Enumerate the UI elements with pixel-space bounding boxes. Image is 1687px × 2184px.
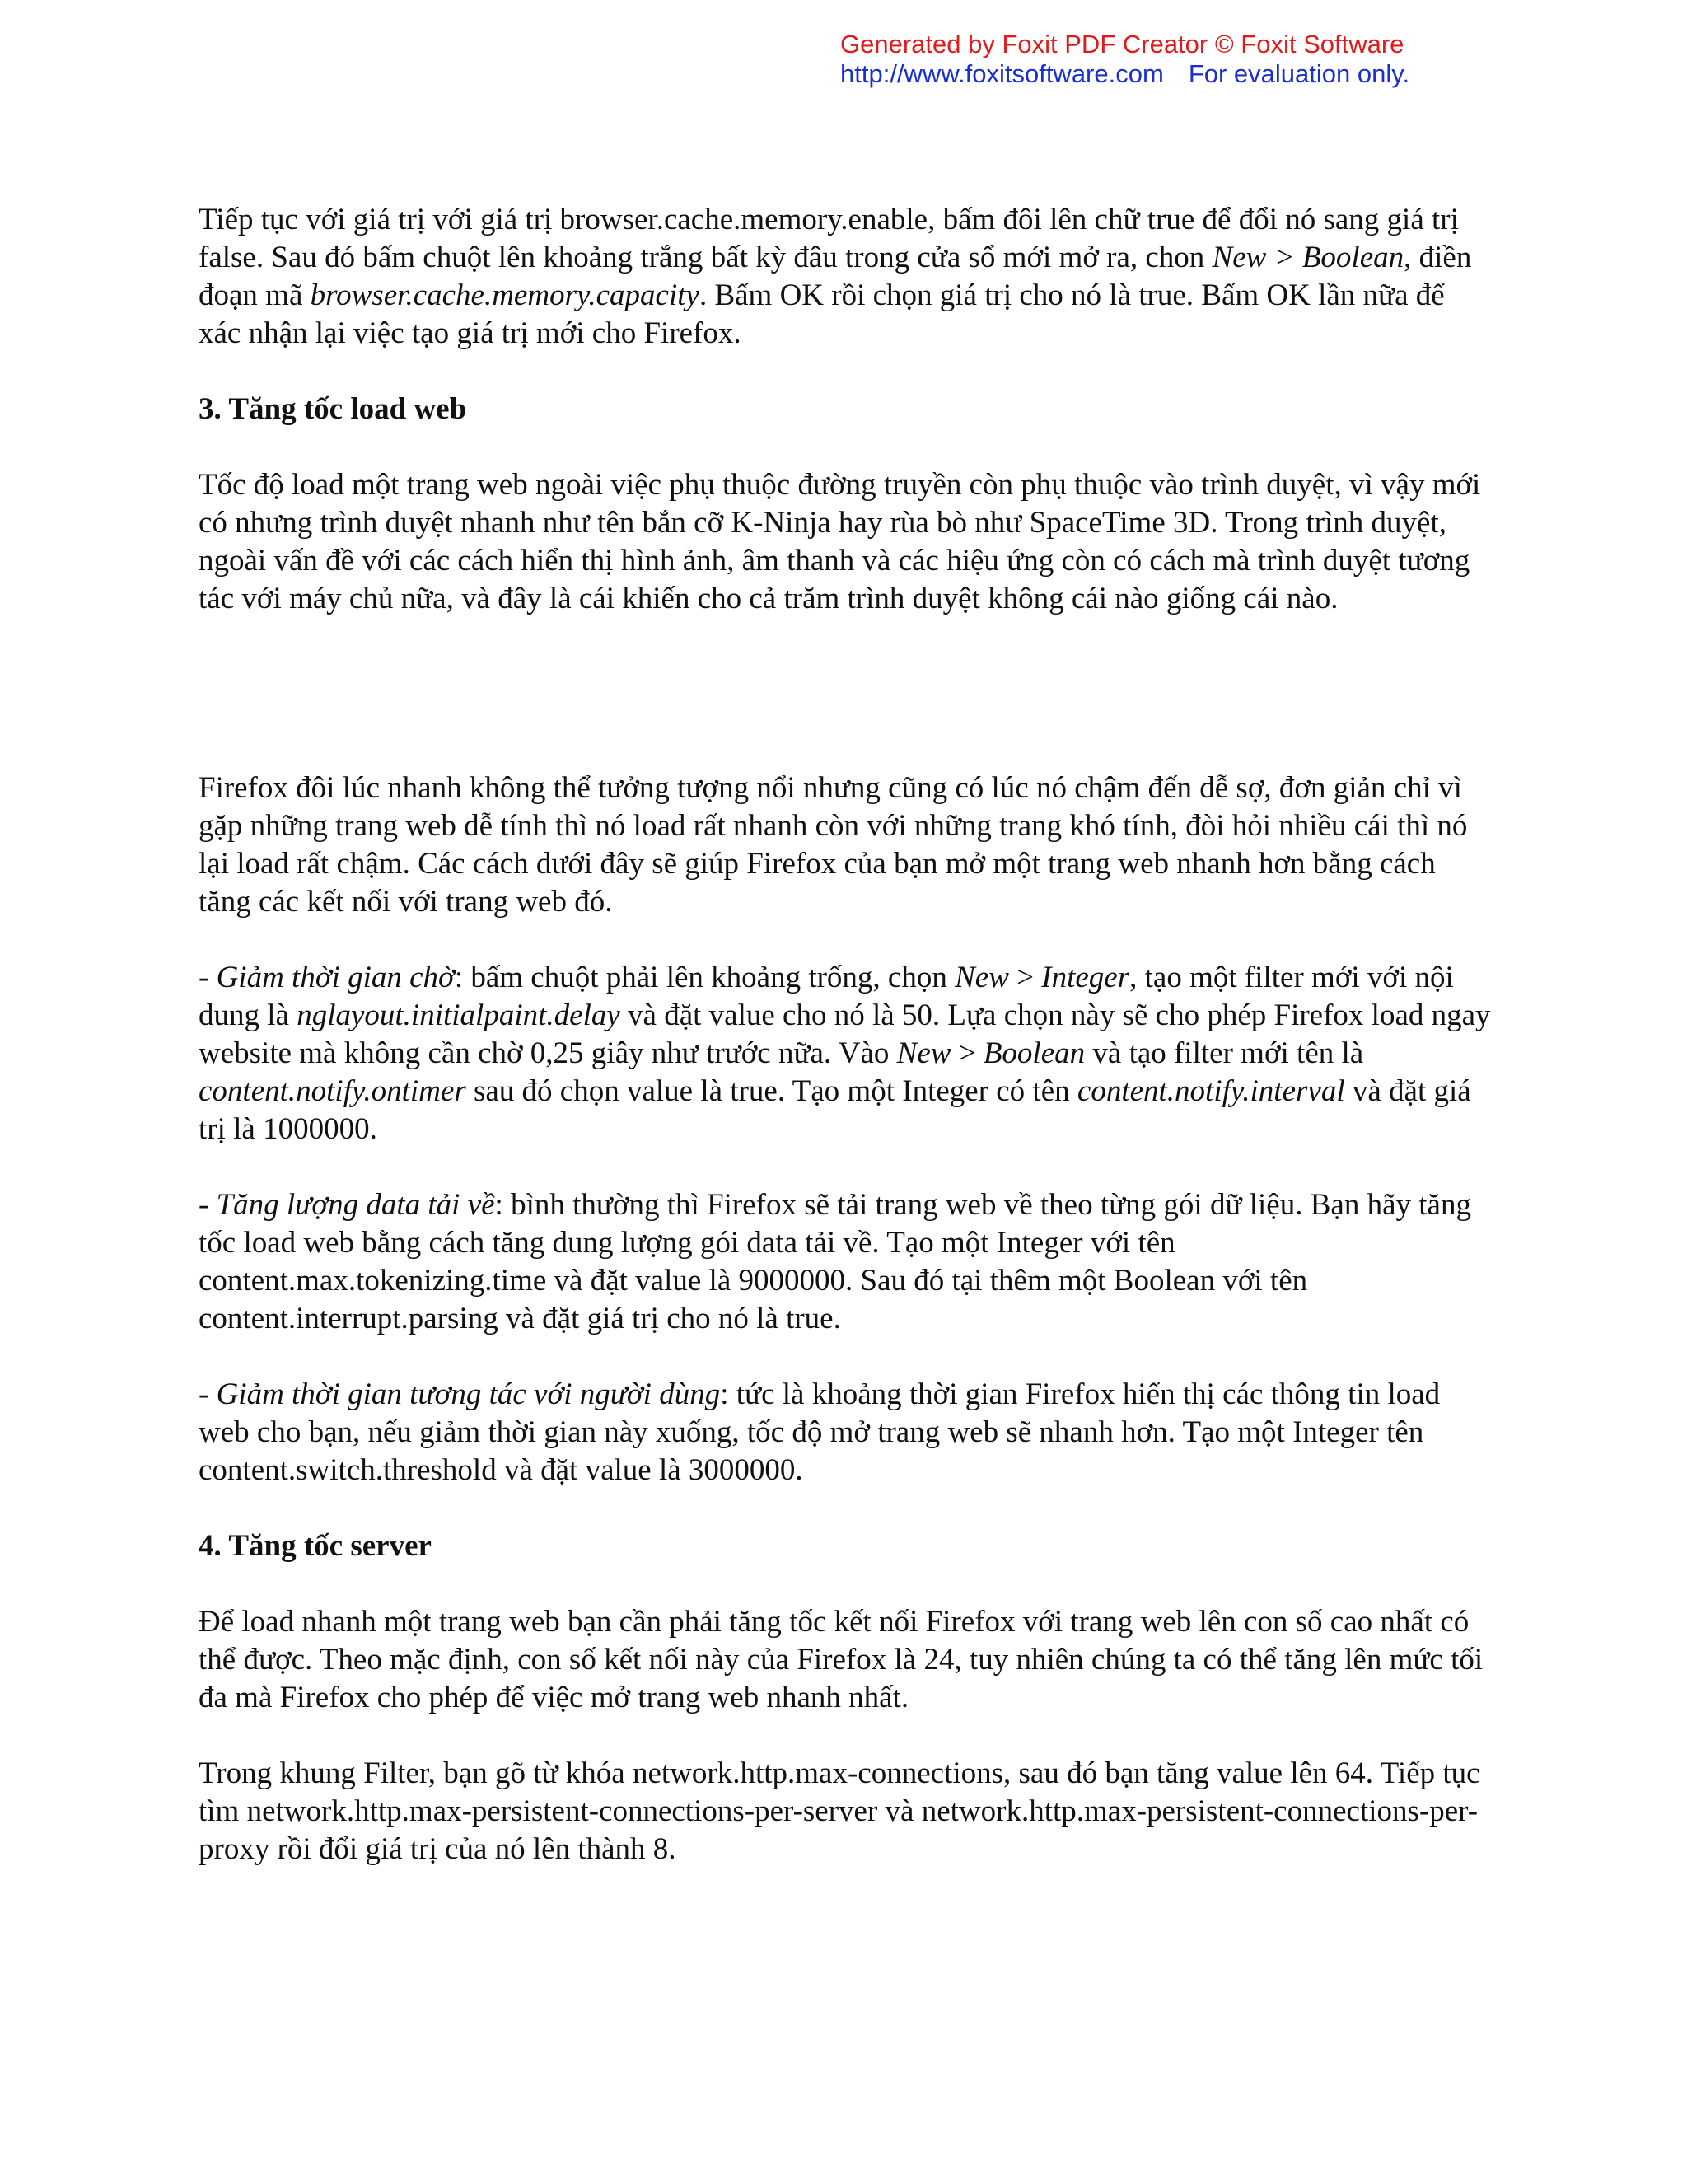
italic-run: New bbox=[955, 961, 1009, 994]
tip-title: Giảm thời gian chờ bbox=[216, 961, 455, 994]
tip-reduce-interaction-time bbox=[199, 1376, 1492, 1490]
text-run: và tạo filter mới tên là bbox=[1085, 1036, 1364, 1070]
italic-run: > bbox=[1266, 241, 1302, 274]
text-run: , điền đoạn mã bbox=[199, 241, 1472, 312]
italic-run: Boolean bbox=[983, 1036, 1086, 1070]
text-run: : bình thường thì Firefox sẽ tải trang web về theo từng gói dữ liệu. Bạn hãy tăng tốc load web bằng cách tăng dung lượng gói data tải về. Tạo một Integer với tên content.max.tokenizing.time và đặt value là 9000000. Sau đó tại thêm một Boolean với tên content.interrupt.parsing và đặt giá trị cho nó là true. bbox=[199, 1188, 1471, 1335]
foxit-watermark bbox=[840, 30, 1672, 89]
text-run: sau đó chọn value là true. Tạo một Integer có tên bbox=[465, 1074, 1077, 1108]
italic-run: Integer bbox=[1041, 961, 1130, 994]
text-run: và đặt value cho nó là 50. Lựa chọn này sẽ cho phép Firefox load ngay website mà không cần chờ 0,25 giây như trước nữa. Vào bbox=[199, 998, 1491, 1070]
text-run: - bbox=[199, 1188, 217, 1222]
section-3-paragraph-2: Firefox đôi lúc nhanh không thể tưởng tượng nổi nhưng cũng có lúc nó chậm đến dễ sợ, đơn giản chỉ vì gặp những trang web dễ tính thì nó load rất nhanh còn với những trang khó tính, đòi hỏi nhiều cái thì nó lại load rất chậm. Các cách dưới đây sẽ giúp Firefox của bạn mở một trang web nhanh hơn bằng cách tăng các kết nối với trang web đó. bbox=[199, 771, 1468, 919]
text-run: Tiếp tục với giá trị với giá trị browser.cache.memory.enable, bấm đôi lên chữ true để đổi nó sang giá trị false. Sau đó bấm chuột lên khoảng trắng bất kỳ đâu trong cửa sổ mới mở ra, chon bbox=[199, 203, 1459, 274]
tip-title: Tăng lượng data tải về bbox=[216, 1188, 495, 1222]
section-4-paragraph-2: Trong khung Filter, bạn gõ từ khóa network.http.max-connections, sau đó bạn tăng value lên 64. Tiếp tục tìm network.http.max-persistent-connections-per-server và network.http.max-persistent-connections-per-proxy rồi đổi giá trị của nó lên thành 8. bbox=[199, 1756, 1480, 1866]
text-run: > bbox=[951, 1036, 984, 1070]
italic-run: browser.cache.memory.capacity bbox=[310, 278, 699, 312]
watermark-generated-by: Generated by Foxit PDF Creator © Foxit Software bbox=[840, 30, 1404, 58]
italic-run: New bbox=[1212, 241, 1267, 274]
section-4-paragraph-1: Để load nhanh một trang web bạn cần phải tăng tốc kết nối Firefox với trang web lên con số cao nhất có thể được. Theo mặc định, con số kết nối này của Firefox là 24, tuy nhiên chúng ta có thể tăng lên mức tối đa mà Firefox cho phép để việc mở trang web nhanh nhất. bbox=[199, 1605, 1484, 1714]
watermark-url: http://www.foxitsoftware.com bbox=[840, 59, 1164, 88]
document-body bbox=[199, 201, 1492, 1868]
italic-run: Boolean bbox=[1301, 241, 1404, 274]
text-run: : bấm chuột phải lên khoảng trống, chọn bbox=[454, 961, 956, 994]
text-run: , tạo một filter mới với nội dung là bbox=[199, 961, 1454, 1032]
italic-run: nglayout.initialpaint.delay bbox=[297, 998, 620, 1032]
text-run: : tức là khoảng thời gian Firefox hiển thị các thông tin load web cho bạn, nếu giảm thời gian này xuống, tốc độ mở trang web sẽ nhanh hơn. Tạo một Integer tên content.switch.threshold và đặt value là 3000000. bbox=[199, 1377, 1441, 1487]
tip-reduce-wait-time bbox=[199, 959, 1492, 1148]
text-run: - bbox=[199, 961, 217, 994]
section-4-heading: 4. Tăng tốc server bbox=[199, 1529, 432, 1563]
section-3-heading: 3. Tăng tốc load web bbox=[199, 392, 467, 426]
text-run: - bbox=[199, 1377, 217, 1411]
watermark-evaluation-note: For evaluation only. bbox=[1188, 59, 1410, 88]
text-run: > bbox=[1008, 961, 1042, 994]
text-run: . Bấm OK rồi chọn giá trị cho nó là true. Bấm OK lần nữa để xác nhận lại việc tạo giá trị mới cho Firefox. bbox=[199, 278, 1445, 350]
italic-run: content.notify.interval bbox=[1077, 1074, 1345, 1108]
italic-run: New bbox=[896, 1036, 951, 1070]
section-3-paragraph-1: Tốc độ load một trang web ngoài việc phụ thuộc đường truyền còn phụ thuộc vào trình duyệt, vì vậy mới có nhưng trình duyệt nhanh như tên bắn cỡ K-Ninja hay rùa bò như SpaceTime 3D. Trong trình duyệt, ngoài vấn đề với các cách hiển thị hình ảnh, âm thanh và các hiệu ứng còn có cách mà trình duyệt tương tác với máy chủ nữa, và đây là cái khiến cho cả trăm trình duyệt không cái nào giống cái nào. bbox=[199, 468, 1481, 615]
intro-paragraph bbox=[199, 201, 1492, 353]
watermark-url-line bbox=[840, 59, 1672, 89]
text-run: và đặt giá trị là 1000000. bbox=[199, 1074, 1471, 1146]
italic-run: content.notify.ontimer bbox=[199, 1074, 466, 1108]
tip-title: Giảm thời gian tương tác với người dùng bbox=[216, 1377, 721, 1411]
tip-increase-data-download bbox=[199, 1186, 1492, 1338]
